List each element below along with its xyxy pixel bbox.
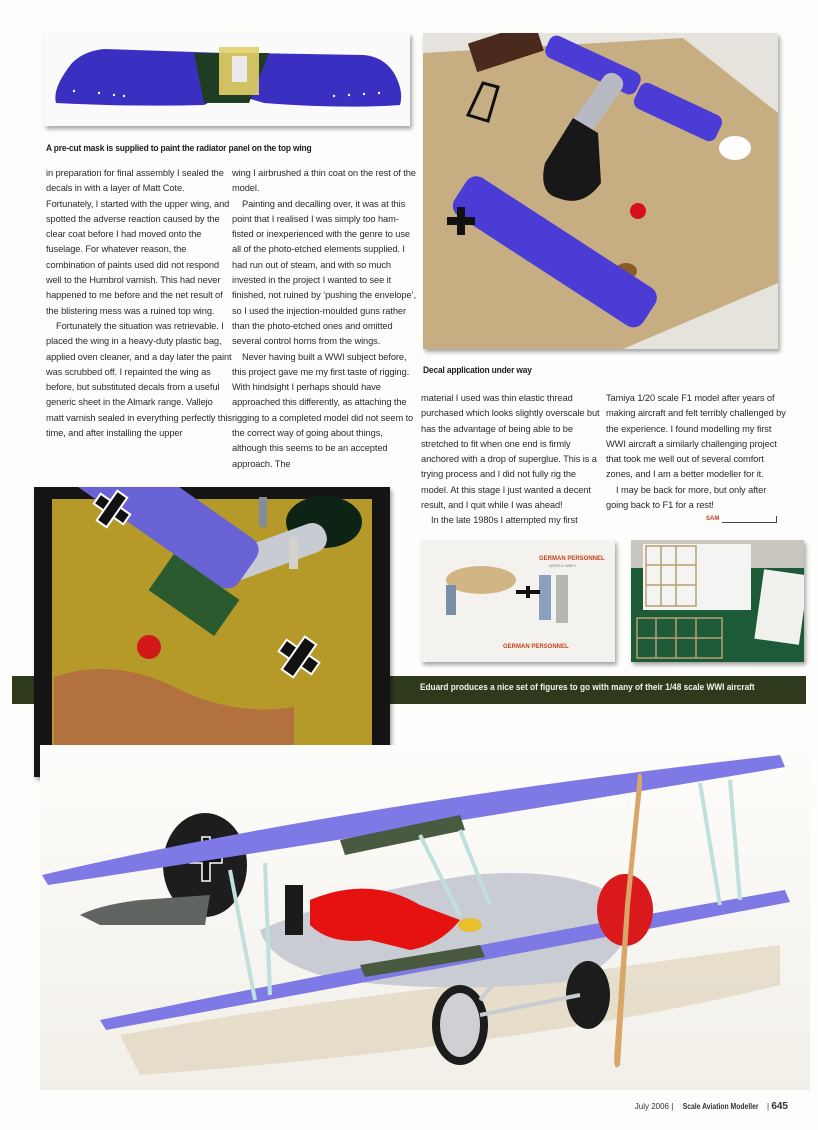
wing-illustration bbox=[44, 33, 410, 126]
paragraph: wing I airbrushed a thin coat on the rest of the model. bbox=[232, 168, 416, 194]
figure-box-photo bbox=[421, 540, 615, 662]
diorama-illustration bbox=[34, 487, 390, 777]
paragraph: in preparation for final assembly I sealed the decals in with a layer of Matt Cote. Fortunately, I started with the upper wing, and spotted the adverse reaction caused by the clear coat before I had moved onto the fuselage. For whatever reason, the combination of paints used did not respond well to the Humbrol varnish. This had never happened to me before and the net result of the blistering mess was a ruined top wing. bbox=[46, 168, 230, 316]
paragraph: I may be back for more, but only after going back to F1 for a rest! bbox=[606, 484, 767, 511]
page-footer bbox=[635, 1101, 788, 1112]
diorama-photo bbox=[34, 487, 390, 777]
footer-divider: | bbox=[767, 1102, 772, 1111]
footer-divider: | bbox=[671, 1102, 676, 1111]
box-subtitle: WORLD WAR I bbox=[549, 563, 577, 568]
paragraph: Painting and decalling over, it was at this point that I realised I was simply too ham-fisted or inexperienced with the genre to use all of the photo-etched elements supplied. I had run out of steam, and with so much invested in the project I wanted to see it finished, not ruined by ‘pushing the envelope’, so I used the injection-moulded guns rather than the photo-etched ones and omitted several control horns from the wings. bbox=[232, 198, 416, 347]
publication-name: Scale Aviation Modeller bbox=[682, 1102, 759, 1111]
box-title-lower: GERMAN PERSONNEL bbox=[503, 644, 569, 650]
box-title: GERMAN PERSONNEL bbox=[539, 556, 605, 562]
caption-eduard: Eduard produces a nice set of figures to go with many of their 1/48 scale WWI aircraft bbox=[420, 682, 755, 693]
article-column-1 bbox=[46, 166, 232, 441]
top-wing-photo bbox=[44, 33, 410, 126]
sprue-illustration bbox=[631, 540, 804, 662]
caption-decal: Decal application under way bbox=[423, 365, 532, 376]
paragraph: Never having built a WWI subject before, this project gave me my first taste of rigging. With hindsight I perhaps should have approached this differently, as attaching the rigging to a completed model did not seem to the correct way of going about things, although this seems to be an accepted approach. The bbox=[232, 351, 414, 469]
workbench-illustration bbox=[423, 33, 778, 349]
biplane-illustration bbox=[40, 745, 810, 1090]
paragraph: In the late 1980s I attempted my first bbox=[431, 515, 578, 526]
sprue-photo bbox=[631, 540, 804, 662]
biplane-hero-photo bbox=[40, 745, 810, 1090]
page-number: 645 bbox=[771, 1101, 788, 1112]
signature-rule bbox=[722, 522, 776, 523]
article-column-3 bbox=[421, 391, 603, 529]
author-signature: SAM bbox=[706, 516, 720, 522]
caption-top-wing: A pre-cut mask is supplied to paint the radiator panel on the top wing bbox=[46, 143, 312, 154]
paragraph: Fortunately the situation was retrievable. I placed the wing in a heavy-duty plastic bag, applied oven cleaner, and a day later the paint was scrubbed off. I repainted the wing as before, but substituted decals from a useful generic sheet in the Almark range. Vallejo matt varnish sealed in everything perfectly this time, and after installing the upper bbox=[46, 320, 232, 439]
paragraph: Tamiya 1/20 scale F1 model after years of making aircraft and felt terribly challenged by the experience. I found modelling my first WWI aircraft a similarly challenging project that took me well out of several comfort zones, and I am a better modeller for it. bbox=[606, 393, 786, 480]
issue-date: July 2006 bbox=[634, 1102, 669, 1111]
article-column-4 bbox=[606, 391, 786, 513]
signature-rule-end bbox=[776, 516, 777, 523]
decal-application-photo bbox=[423, 33, 778, 349]
article-column-2 bbox=[232, 166, 418, 472]
paragraph: material I used was thin elastic thread purchased which looks slightly overscale but has the advantage of being able to be stretched to fit when one end is firmly anchored with a drop of superglue. This is a trying process and I did not fully rig the model. At this stage I just wanted a decent result, and I quit while I was ahead! bbox=[421, 393, 600, 511]
